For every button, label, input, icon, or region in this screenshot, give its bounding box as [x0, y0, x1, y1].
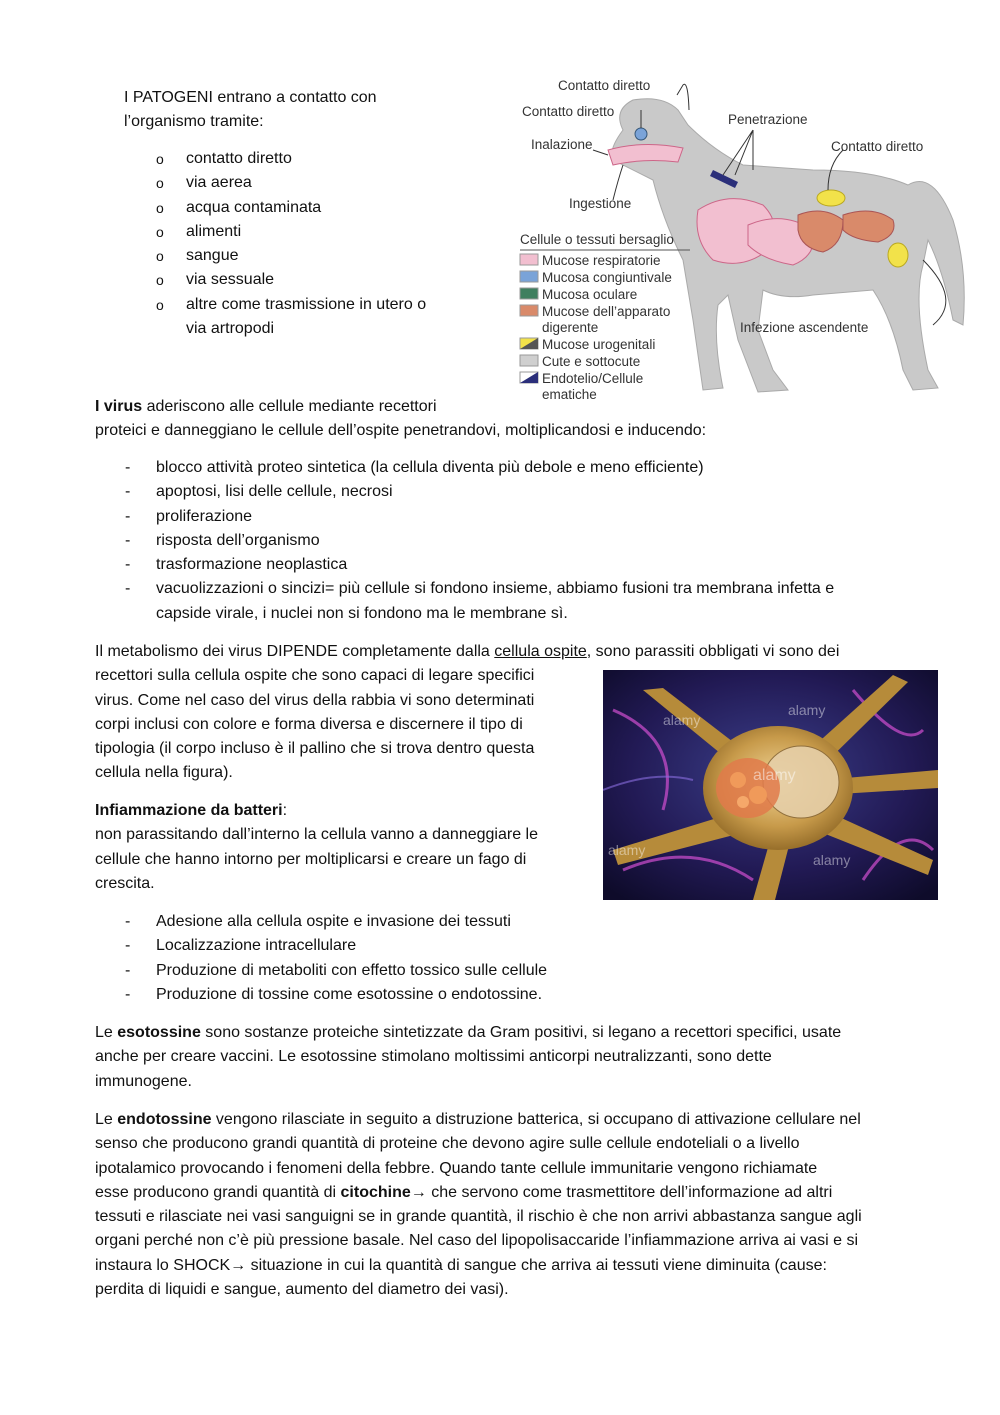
- list-item: o sangue: [156, 247, 239, 265]
- list-item: o via sessuale: [156, 271, 275, 289]
- virus-paragraph: [95, 395, 955, 444]
- list-item: - Produzione di tossine come esotossine o endotossine.: [125, 985, 543, 1003]
- exotoxins-line: Le esotossine sono sostanze proteiche sintetizzate da Gram positivi, si legano a recettori specifici, usate: [95, 1024, 842, 1041]
- virus-line: I virus aderiscono alle cellule mediante recettori: [95, 398, 437, 415]
- list-item: o alimenti: [156, 222, 242, 240]
- list-item: via artropodi: [186, 320, 275, 338]
- pathogen-routes-list: [124, 147, 484, 341]
- label-contatto-diretto-top: Contatto diretto: [558, 78, 651, 93]
- section-title: Infiammazione da batteri: [95, 802, 283, 819]
- label-contatto-diretto-left: Contatto diretto: [522, 104, 615, 119]
- list-item: - proliferazione: [125, 507, 253, 525]
- label-ingestione: Ingestione: [569, 196, 632, 211]
- dog-infection-routes-figure: [513, 70, 973, 410]
- metabolism-line: Il metabolismo dei virus DIPENDE completamente dalla cellula ospite, sono parassiti obbligati vi sono dei: [95, 643, 840, 660]
- bacteria-line: cellule che hanno intorno per moltiplicarsi e creare un fago di: [95, 850, 527, 868]
- bacteria-mechanisms-list: [95, 910, 695, 1007]
- rabies-neuron-image: [603, 670, 938, 900]
- list-item: - Localizzazione intracellulare: [125, 937, 357, 955]
- endotoxins-line: organi perché non c’è più pressione basale. Nel caso del lipopolisaccaride l’infiammazione arriva ai vasi e si: [95, 1232, 859, 1250]
- bacteria-title-line: Infiammazione da batteri:: [95, 802, 288, 819]
- legend-item: Mucose dell’apparato: [542, 304, 671, 319]
- legend-item: Endotelio/Cellule: [542, 371, 644, 386]
- legend-title: Cellule o tessuti bersaglio: [520, 232, 674, 247]
- endotoxins-line: tessuti e rilasciate nei vasi sanguigni se in grande quantità, il rischio è che non arrivi abbastanza sangue agli: [95, 1208, 862, 1226]
- list-item: - Produzione di metaboliti con effetto tossico sulle cellule: [125, 961, 548, 979]
- list-item: o acqua contaminata: [156, 198, 322, 216]
- metabolism-line: virus. Come nel caso del virus della rabbia vi sono determinati: [95, 691, 535, 709]
- watermark-text: alamy: [813, 852, 851, 868]
- label-inalazione: Inalazione: [531, 137, 593, 152]
- watermark-text: alamy: [663, 712, 701, 728]
- list-item: o contatto diretto: [156, 150, 292, 167]
- list-item: capside virale, i nuclei non si fondono ma le membrane sì.: [156, 604, 568, 622]
- metabolism-line: corpi inclusi con colore e forma diversa e discernere il tipo di: [95, 715, 523, 733]
- endotoxins-line: senso che producono grandi quantità di proteine che devono agire sulle cellule endoteliali o a livello: [95, 1135, 800, 1153]
- endotoxins-line: instaura lo SHOCK→ situazione in cui la quantità di sangue che arriva ai tessuti viene diminuita (cause:: [95, 1256, 827, 1274]
- exotoxins-line: anche per creare vaccini. Le esotossine stimolano moltissimi anticorpi neutralizzanti, sono dette: [95, 1048, 772, 1066]
- intro-line: I PATOGENI entrano a contatto con: [124, 89, 377, 106]
- endotoxins-line: Le endotossine vengono rilasciate in seguito a distruzione batterica, si occupano di attivazione cellulare nel: [95, 1111, 861, 1128]
- legend-item: ematiche: [542, 387, 597, 402]
- label-infezione-ascendente: Infezione ascendente: [740, 320, 869, 335]
- watermark-text: alamy: [788, 702, 826, 718]
- bacteria-paragraph: [95, 799, 595, 896]
- label-penetrazione: Penetrazione: [728, 112, 808, 127]
- list-item: - vacuolizzazioni o sincizi= più cellule si fondono insieme, abbiamo fusioni tra membrana infetta e: [125, 580, 835, 598]
- metabolism-line: cellula nella figura).: [95, 764, 233, 782]
- label-contatto-diretto-right: Contatto diretto: [831, 139, 924, 154]
- endotoxins-line: perdita di liquidi e sangue, aumento del diametro dei vasi).: [95, 1281, 509, 1299]
- list-item: o altre come trasmissione in utero o: [156, 295, 427, 313]
- watermark-text: alamy: [753, 767, 796, 784]
- list-item: - Adesione alla cellula ospite e invasione dei tessuti: [125, 913, 511, 930]
- endotoxins-paragraph: [95, 1108, 985, 1302]
- list-item: - risposta dell’organismo: [125, 531, 320, 549]
- endotoxins-line: ipotalamico provocando i fenomeni della febbre. Quando tante cellule immunitarie vengono richiamate: [95, 1159, 818, 1177]
- legend-item: Mucose respiratorie: [542, 253, 661, 268]
- legend-item: Mucosa oculare: [542, 287, 638, 302]
- bacteria-line: crescita.: [95, 874, 155, 892]
- list-item: - trasformazione neoplastica: [125, 556, 348, 574]
- intro-line: l’organismo tramite:: [124, 113, 264, 131]
- metabolism-line: recettori sulla cellula ospite che sono capaci di legare specifici: [95, 667, 535, 685]
- exotoxins-line: immunogene.: [95, 1072, 192, 1090]
- metabolism-line: tipologia (il corpo incluso è il pallino che si trova dentro questa: [95, 740, 535, 758]
- endotoxins-line: esse producono grandi quantità di citochine→ che servono come trasmettitore dell’informazione ad altri: [95, 1183, 833, 1201]
- list-item: - blocco attività proteo sintetica (la cellula diventa più debole e meno efficiente): [125, 459, 704, 476]
- list-item: - apoptosi, lisi delle cellule, necrosi: [125, 483, 393, 501]
- legend-item: digerente: [542, 320, 599, 335]
- bacteria-line: non parassitando dall’interno la cellula vanno a danneggiare le: [95, 826, 538, 844]
- legend-item: Mucosa congiuntivale: [542, 270, 672, 285]
- legend-item: Mucose urogenitali: [542, 337, 656, 352]
- exotoxins-paragraph: [95, 1021, 975, 1094]
- virus-effects-list: [95, 456, 955, 626]
- virus-line: proteici e danneggiano le cellule dell’ospite penetrandovi, moltiplicandosi e inducendo:: [95, 422, 707, 440]
- watermark-text: alamy: [608, 842, 646, 858]
- list-item: o via aerea: [156, 174, 252, 192]
- intro-paragraph: [124, 86, 484, 135]
- legend-item: Cute e sottocute: [542, 354, 641, 369]
